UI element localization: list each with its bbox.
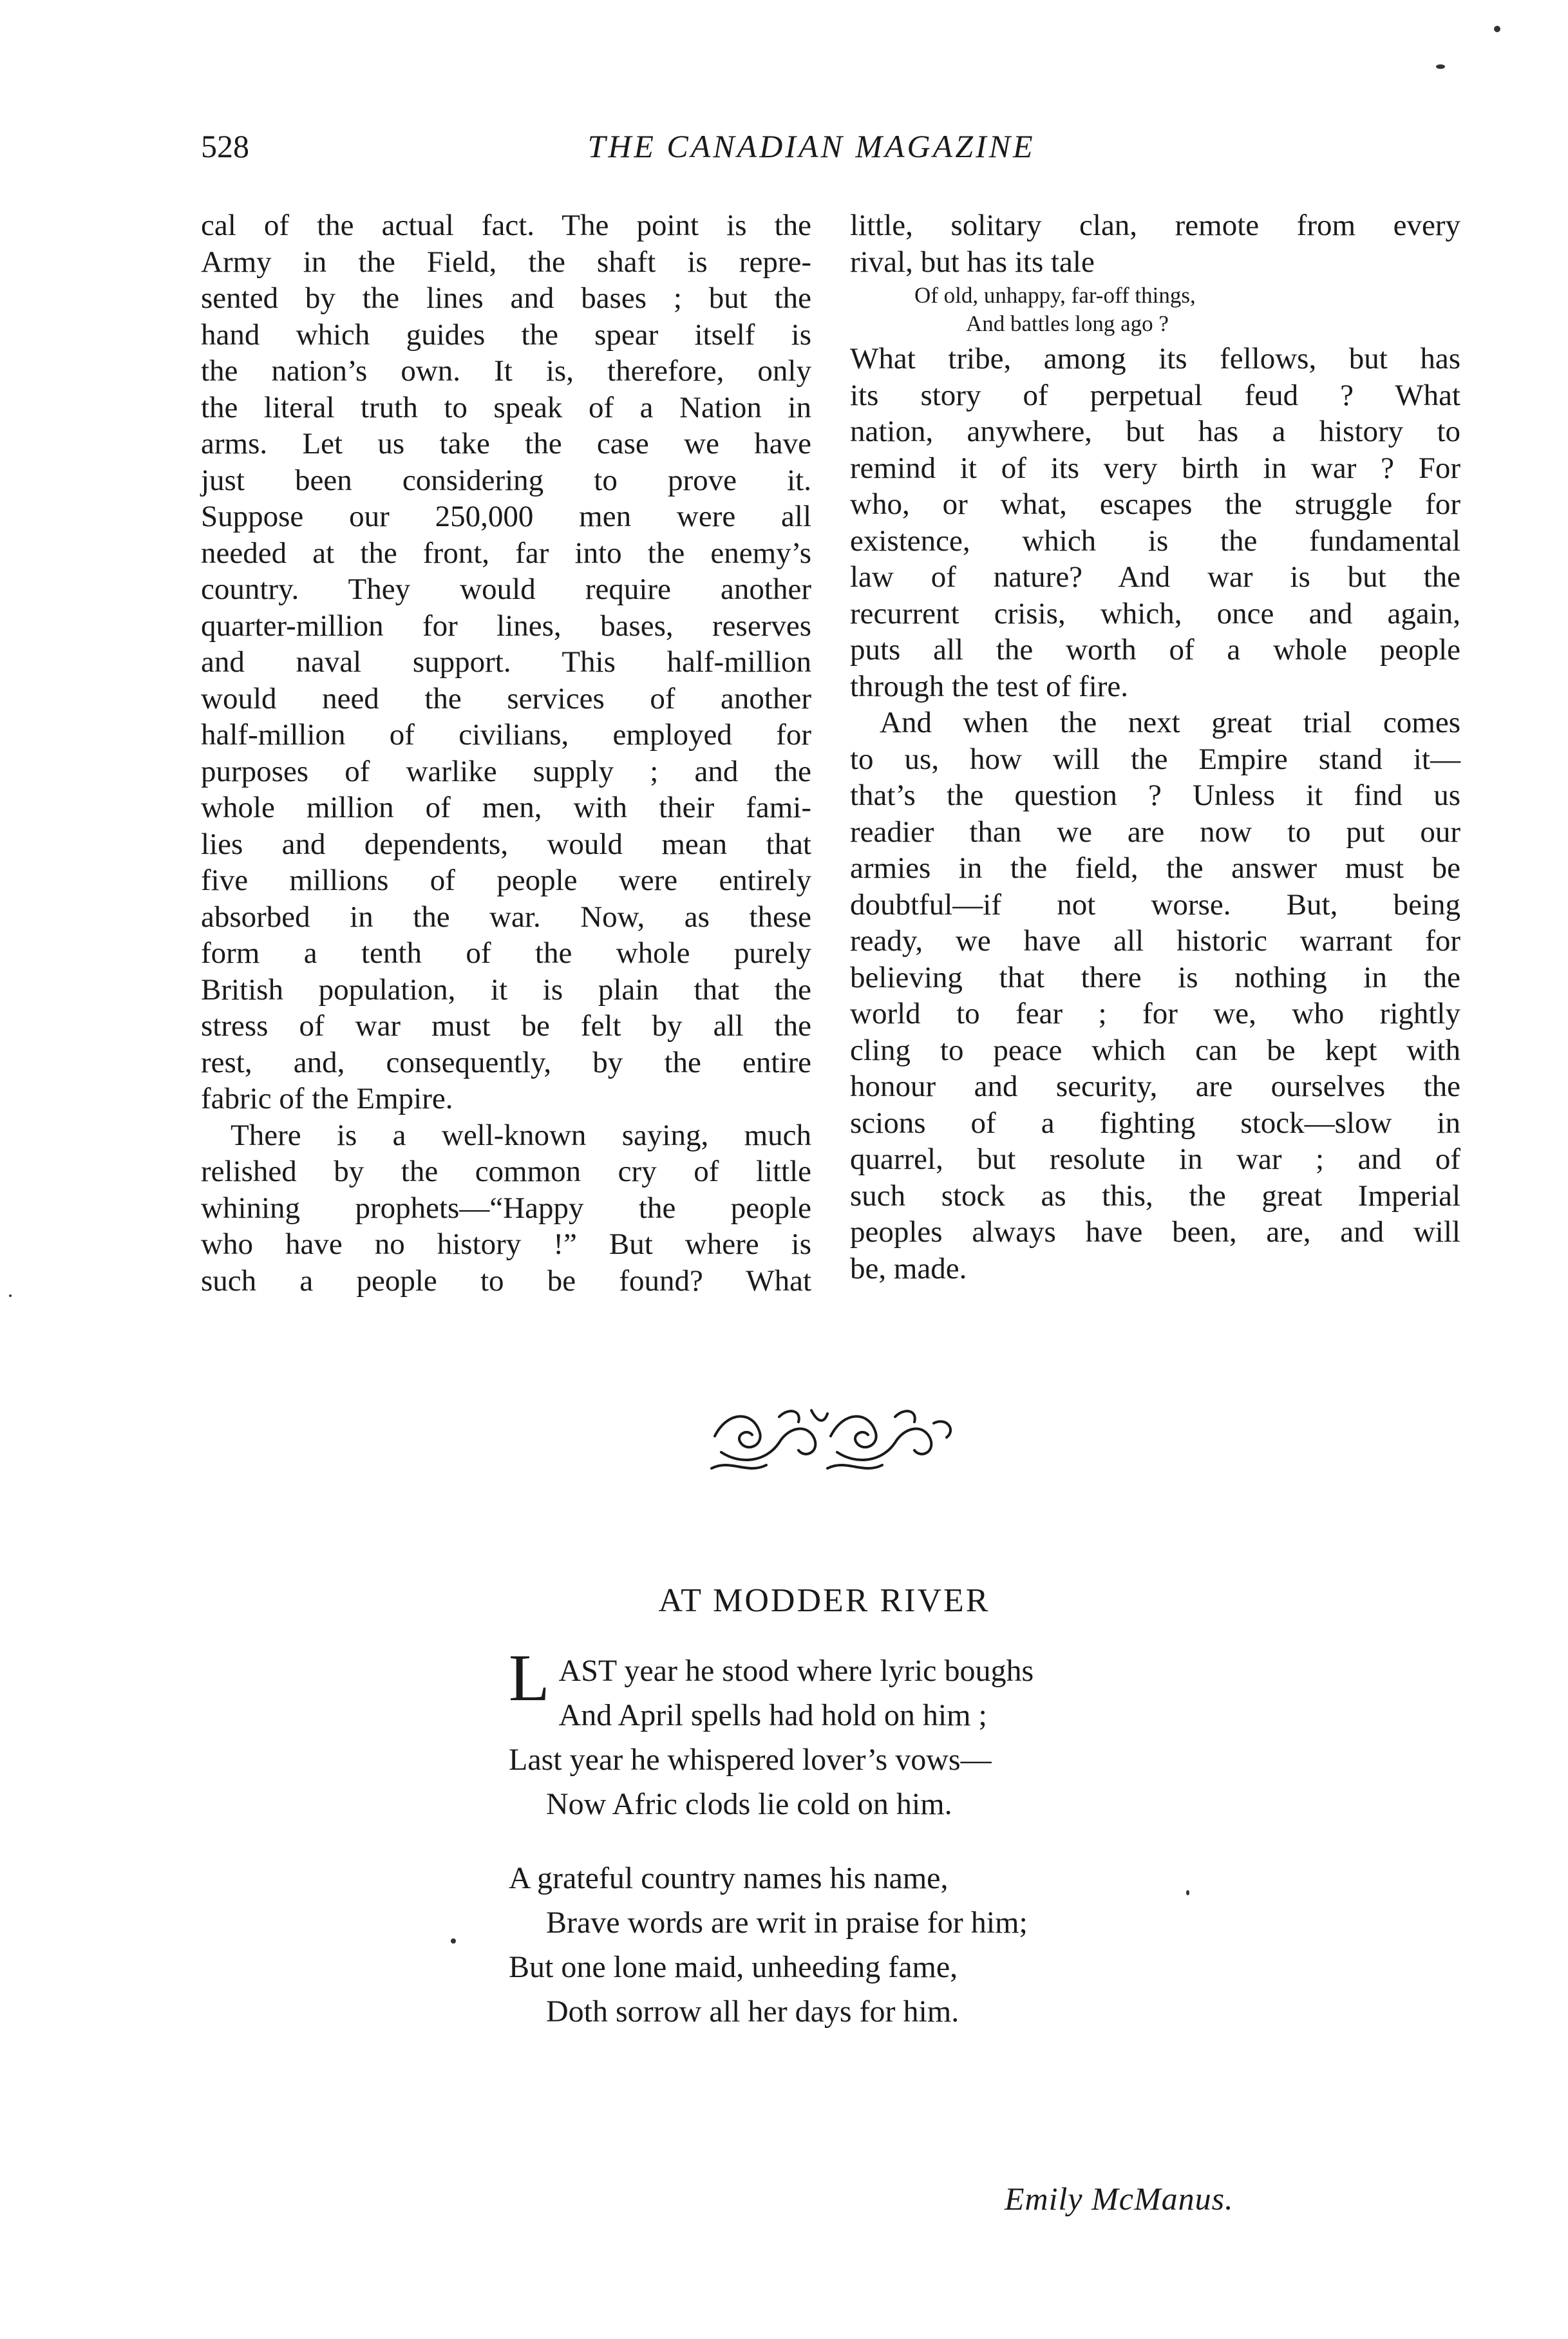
text-line: rest, and, consequently, by the entire (201, 1045, 811, 1079)
poem-line: But one lone maid, unheeding fame, (509, 1950, 958, 1984)
text-line: peoples always have been, are, and will (850, 1215, 1460, 1249)
text-line: relished by the common cry of little (201, 1155, 811, 1188)
text-line: just been considering to prove it. (201, 463, 811, 497)
text-line: believing that there is nothing in the (850, 960, 1460, 994)
text-line: who, or what, escapes the struggle for (850, 488, 1460, 521)
text-line: the nation’s own. It is, therefore, only (201, 354, 811, 388)
text-line: whole million of men, with their fami- (201, 791, 811, 824)
text-line: And when the next great trial comes (880, 706, 1460, 739)
text-line: purposes of warlike supply ; and the (201, 754, 811, 788)
text-line: Army in the Field, the shaft is repre- (201, 245, 811, 279)
text-line: hand which guides the spear itself is (201, 317, 811, 352)
text-line: recurrent crisis, which, once and again, (850, 596, 1460, 630)
text-line: quarter-million for lines, bases, reserves (201, 609, 811, 643)
text-line: British population, it is plain that the (201, 972, 811, 1007)
poem-author: Emily McManus. (1005, 2181, 1234, 2217)
poem-line: LAST year he stood where lyric boughs (509, 1641, 1034, 1715)
quote-line: And battles long ago ? (966, 311, 1169, 336)
text-line: form a tenth of the whole purely (201, 936, 811, 970)
text-line: world to fear ; for we, who rightly (850, 997, 1460, 1030)
print-speck (1186, 1890, 1189, 1895)
text-line: half-million of civilians, employed for (201, 718, 811, 752)
text-line: arms. Let us take the case we have (201, 427, 811, 460)
poem-line: Last year he whispered lover’s vows— (509, 1743, 992, 1777)
left-column (201, 207, 811, 1299)
text-line: honour and security, are ourselves the (850, 1070, 1460, 1103)
scroll-ornament-icon (702, 1397, 959, 1481)
print-speck (9, 1294, 12, 1297)
poem-stanza (509, 1641, 1034, 1826)
text-line: sented by the lines and bases ; but the (201, 281, 811, 315)
poem-line: A grateful country names his name, (509, 1861, 949, 1895)
text-line: What tribe, among its fellows, but has (850, 342, 1460, 375)
text-line: doubtful—if not worse. But, being (850, 887, 1460, 922)
print-speck (451, 1938, 456, 1944)
text-line: remind it of its very birth in war ? For (850, 451, 1460, 485)
text-line: armies in the field, the answer must be (850, 851, 1460, 885)
text-line: to us, how will the Empire stand it— (850, 742, 1460, 776)
running-head: THE CANADIAN MAGAZINE (587, 128, 1035, 164)
text-line: its story of perpetual feud ? What (850, 378, 1460, 412)
quote-line: Of old, unhappy, far-off things, (914, 283, 1196, 308)
text-line: country. They would require another (201, 573, 811, 606)
text-line: nation, anywhere, but has a history to (850, 415, 1460, 448)
text-line: such stock as this, the great Imperial (850, 1179, 1460, 1213)
text-line: would need the services of another (201, 681, 811, 715)
text-line: lies and dependents, would mean that (201, 827, 811, 861)
text-line: ready, we have all historic warrant for (850, 924, 1460, 958)
text-line: that’s the question ? Unless it find us (850, 779, 1460, 812)
text-line: quarrel, but resolute in war ; and of (850, 1142, 1460, 1176)
text-line: needed at the front, far into the enemy’s (201, 536, 811, 570)
text-line: puts all the worth of a whole people (850, 633, 1460, 667)
text-line: the literal truth to speak of a Nation in (201, 390, 811, 424)
text-line: who have no history !” But where is (201, 1227, 811, 1261)
right-column (850, 207, 1460, 1287)
poem-line: Now Afric clods lie cold on him. (546, 1787, 952, 1821)
drop-cap: L (509, 1641, 550, 1715)
text-line: fabric of the Empire. (201, 1082, 453, 1115)
text-line: There is a well-known saying, much (231, 1118, 811, 1152)
page-number: 528 (201, 128, 249, 164)
text-line: scions of a fighting stock—slow in (850, 1106, 1460, 1140)
text-line: readier than we are now to put our (850, 815, 1460, 849)
text-line: little, solitary clan, remote from every (850, 209, 1460, 242)
text-line: cal of the actual fact. The point is the (201, 209, 811, 242)
text-line: existence, which is the fundamental (850, 524, 1460, 558)
poem-line: Doth sorrow all her days for him. (546, 1994, 959, 2029)
text-line: absorbed in the war. Now, as these (201, 900, 811, 934)
print-speck (1494, 26, 1500, 32)
text-line: cling to peace which can be kept with (850, 1033, 1460, 1067)
text-line: through the test of fire. (850, 669, 1129, 703)
text-line: five millions of people were entirely (201, 864, 811, 897)
poem-line: And April spells had hold on him ; (558, 1698, 987, 1732)
print-speck (1436, 64, 1445, 69)
poem-stanza (509, 1856, 1034, 2034)
text-line: be, made. (850, 1251, 967, 1285)
poem-line: Brave words are writ in praise for him; (546, 1906, 1028, 1940)
text-line: Suppose our 250,000 men were all (201, 500, 811, 533)
poem-body (509, 1641, 1034, 2063)
text-line: law of nature? And war is but the (850, 560, 1460, 594)
text-line: rival, but has its tale (850, 245, 1095, 279)
poem-title: AT MODDER RIVER (658, 1582, 990, 1619)
verse-quotation (850, 281, 1460, 338)
text-line: and naval support. This half-million (201, 645, 811, 679)
text-line: stress of war must be felt by all the (201, 1009, 811, 1043)
text-line: whining prophets—“Happy the people (201, 1191, 811, 1225)
text-line: such a people to be found? What (201, 1264, 811, 1298)
